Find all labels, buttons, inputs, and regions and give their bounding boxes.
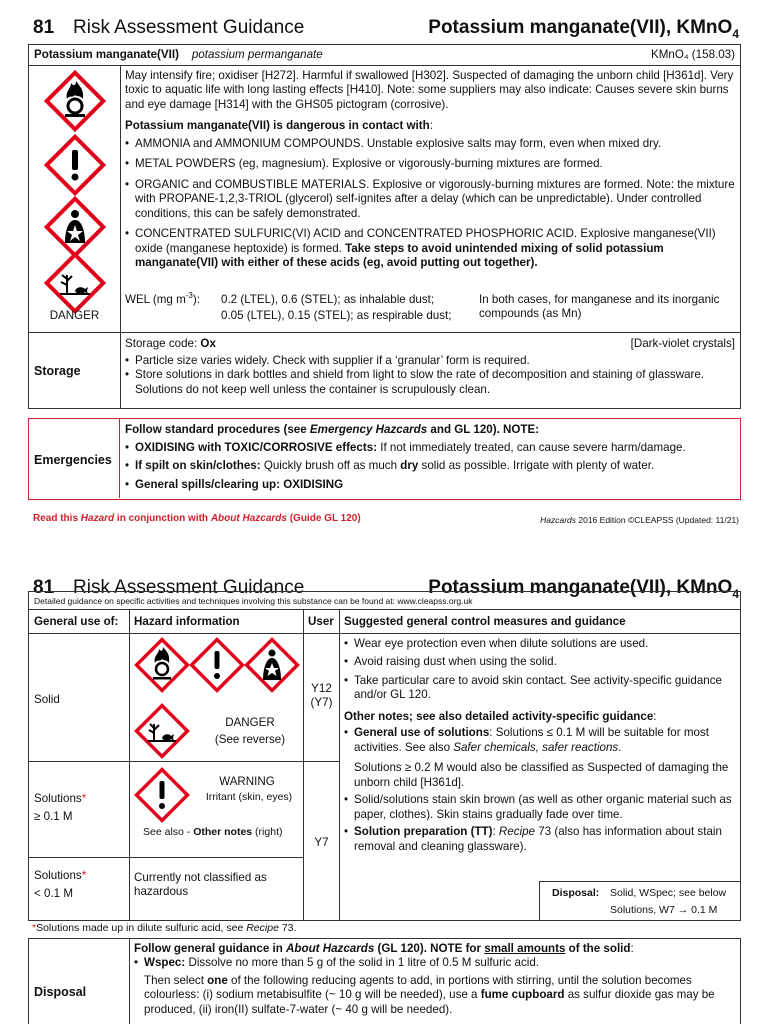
col-header-guidance: Suggested general control measures and guidance [344,615,626,628]
substance-title: Potassium manganate(VII), KMnO$_4$ [428,17,739,41]
use-solutions-high: Solutions* [34,792,87,805]
intro-text: Detailed guidance on specific activities and techniques involving this substance can be found at: www.cleapss.org.uk [34,596,473,606]
col-header-hazard: Hazard information [134,615,240,628]
oxidising-pictogram [43,69,107,133]
signal-word: DANGER [49,309,100,322]
control-measures-list [344,637,736,703]
other-notes-heading: Other notes; see also detailed activity-specific guidance: [344,709,657,723]
exclamation-mark-icon [43,133,107,197]
disposal-summary: Disposal: Solid, WSpec; see below Solutions, W7 → 0.1 M [539,881,741,921]
disposal-list [134,956,738,1017]
substance-title: Potassium manganate(VII), KMnO$_4$ [428,577,739,601]
environment-icon [43,251,107,315]
storage-list [125,354,737,397]
emergencies-intro: Follow standard procedures (see Emergency Hazcards and GL 120). NOTE: [125,423,540,436]
flame-over-circle-icon [137,640,188,691]
solid-signal-word: DANGER [225,716,275,729]
storage-block [28,333,741,409]
list-item: • AMMONIA and AMMONIUM COMPOUNDS. Unstable explosive salts may form, even when mixed dry. [125,137,738,151]
footer-note: Read this Hazard in conjunction with About Hazcards (Guide GL 120) [33,513,361,524]
wel-respirable: 0.05 (LTEL), 0.15 (STEL); as respirable dust; [221,309,452,322]
hazard-statements: May intensify fire; oxidiser [H272]. Harmful if swallowed [H302]. Suspected of damaging the unborn child [H361d]. Very toxic to aquatic life with long lasting effects [H410]. Note: some suppliers may also indicate: Causes severe skin burns and eye damage [H314] with the GHS05 pictogram (corrosive). [125,69,734,111]
sheet-heading: Risk Assessment Guidance [73,577,305,598]
control-table [28,610,741,921]
substance-alt-name: potassium permanganate [191,48,323,61]
list-item: • General spills/clearing up: OXIDISING [125,478,737,492]
edition-info: Hazcards 2016 Edition ©CLEAPSS (Updated: 11/21) [540,515,739,525]
dangerous-with-heading: Potassium manganate(VII) is dangerous in contact with: [125,119,433,133]
list-item: • CONCENTRATED SULFURIC(VI) ACID and CONCENTRATED PHOSPHORIC ACID. Explosive manganese(VII) oxide (manganese heptoxide) is formed. Take steps to avoid unintended mixing of solid potassium manganate(VII) with either of these acids (eg, avoid putting out together). [125,227,738,270]
solutions-low-concentration: < 0.1 M [34,887,73,900]
emergencies-block [28,418,741,500]
list-item: • METAL POWDERS (eg, magnesium). Explosive or vigorously-burning mixtures are formed. [125,157,738,171]
environment-icon [133,702,191,760]
list-item: • Solution preparation (TT): Recipe 73 (also has information about stain removal and cleaning glassware). [344,825,736,854]
exclamation-mark-icon [192,640,243,691]
incompatibility-list [125,137,738,271]
emergencies-label: Emergencies [34,453,112,467]
solutions-irritant: Irritant (skin, eyes) [205,791,293,803]
list-item: • Wspec: Dissolve no more than 5 g of the solid in 1 litre of 0.5 M sulfuric acid. Then select one of the following reducing agents to add, in portions with stirring, until the solution becomes colourless: (i) sodium metabisulfite (~ 10 g will be needed), use a fume cupboard as sulfur dioxide gas may be produced, (ii) iron(II) sulfate-7-water (~ 40 g will be needed). [134,956,738,1017]
wel-label: WEL (mg $m^{-3}$): [125,291,200,306]
col-header-user: User [308,615,334,628]
formula-mass: KMnO₄ (158.03) [651,48,735,61]
list-item: • Particle size varies widely. Check with supplier if a ‘granular’ form is required. [125,354,737,368]
list-item: • Wear eye protection even when dilute solutions are used. [344,637,736,651]
sheet-header [33,0,739,41]
col-header-use: General use of: [34,615,119,628]
solid-pictograms [133,636,301,694]
disposal-block [28,938,741,1024]
appearance: [Dark-violet crystals] [630,337,735,350]
sheet-heading: Risk Assessment Guidance [73,17,305,38]
storage-label: Storage [34,364,81,378]
solid-user: Y12 (Y7) [310,682,333,710]
list-item: • Avoid raising dust when using the solid. [344,655,736,669]
storage-code: Storage code: Ox [125,337,216,350]
list-item: • Solid/solutions stain skin brown (as well as other organic material such as paper, clothes). Skin stains gradually fade over time. [344,793,736,822]
health-hazard-pictogram [43,195,107,259]
solutions-low-classification: Currently not classified as hazardous [134,871,267,899]
wel-note: In both cases, for manganese and its inorganic compounds (as Mn) [479,293,720,321]
health-hazard-icon [247,640,298,691]
list-item: • If spilt on skin/clothes: Quickly brush off as much dry solid as possible. Irrigate with plenty of water. [125,459,737,473]
disposal-intro: Follow general guidance in About Hazcards (GL 120). NOTE for small amounts of the solid: [134,942,634,955]
intro-row [28,591,741,610]
solutions-signal-word: WARNING [219,775,275,788]
health-hazard-icon [43,195,107,259]
identity-row [28,44,741,66]
use-solid: Solid [34,693,60,706]
use-solutions-low: Solutions* [34,869,87,882]
hazard-block [28,65,741,333]
list-item: • Store solutions in dark bottles and shield from light to slow the rate of decomposition and staining of glassware. Solutions do not keep well unless the container is scrupulously clean. [125,368,737,397]
substance-name: Potassium manganate(VII) [34,48,179,61]
disposal-label: Disposal [34,985,87,999]
list-item: • OXIDISING with TOXIC/CORROSIVE effects: If not immediately treated, can cause severe harm/damage. [125,441,737,455]
solutions-high-concentration: ≥ 0.1 M [34,810,73,823]
environment-pictogram [43,251,107,315]
wel-inhalable: 0.2 (LTEL), 0.6 (STEL); as inhalable dust; [221,293,435,306]
footnote: *Solutions made up in dilute sulfuric acid, see Recipe 73. [32,922,297,934]
hazcard-number: 81 [33,17,55,38]
exclamation-pictogram [43,133,107,197]
solid-see-reverse: (See reverse) [214,733,286,746]
flame-over-circle-icon [43,69,107,133]
hazcard-number: 81 [33,577,55,598]
exclamation-mark-icon [133,766,191,824]
other-notes-list [344,726,736,854]
list-item: • Take particular care to avoid skin contact. See activity-specific guidance and/or GL 120. [344,674,736,703]
list-item: • General use of solutions: Solutions ≤ 0.1 M will be suitable for most activities. See also Safer chemicals, safer reactions. Solutions ≥ 0.2 M would also be classified as Suspected of damaging the unborn child [H361d]. [344,726,736,790]
emergencies-list [125,441,737,492]
solutions-user: Y7 [314,836,329,849]
list-item: • ORGANIC and COMBUSTIBLE MATERIALS. Explosive or vigorously-burning mixtures are formed. Note: the mixture with PROPANE-1,2,3-TRIOL (glycerol) self-ignites after a delay (which can be unpredictable). Under controlled conditions, this can be safely demonstrated. [125,178,738,221]
see-other-notes: See also - Other notes (right) [143,826,283,838]
